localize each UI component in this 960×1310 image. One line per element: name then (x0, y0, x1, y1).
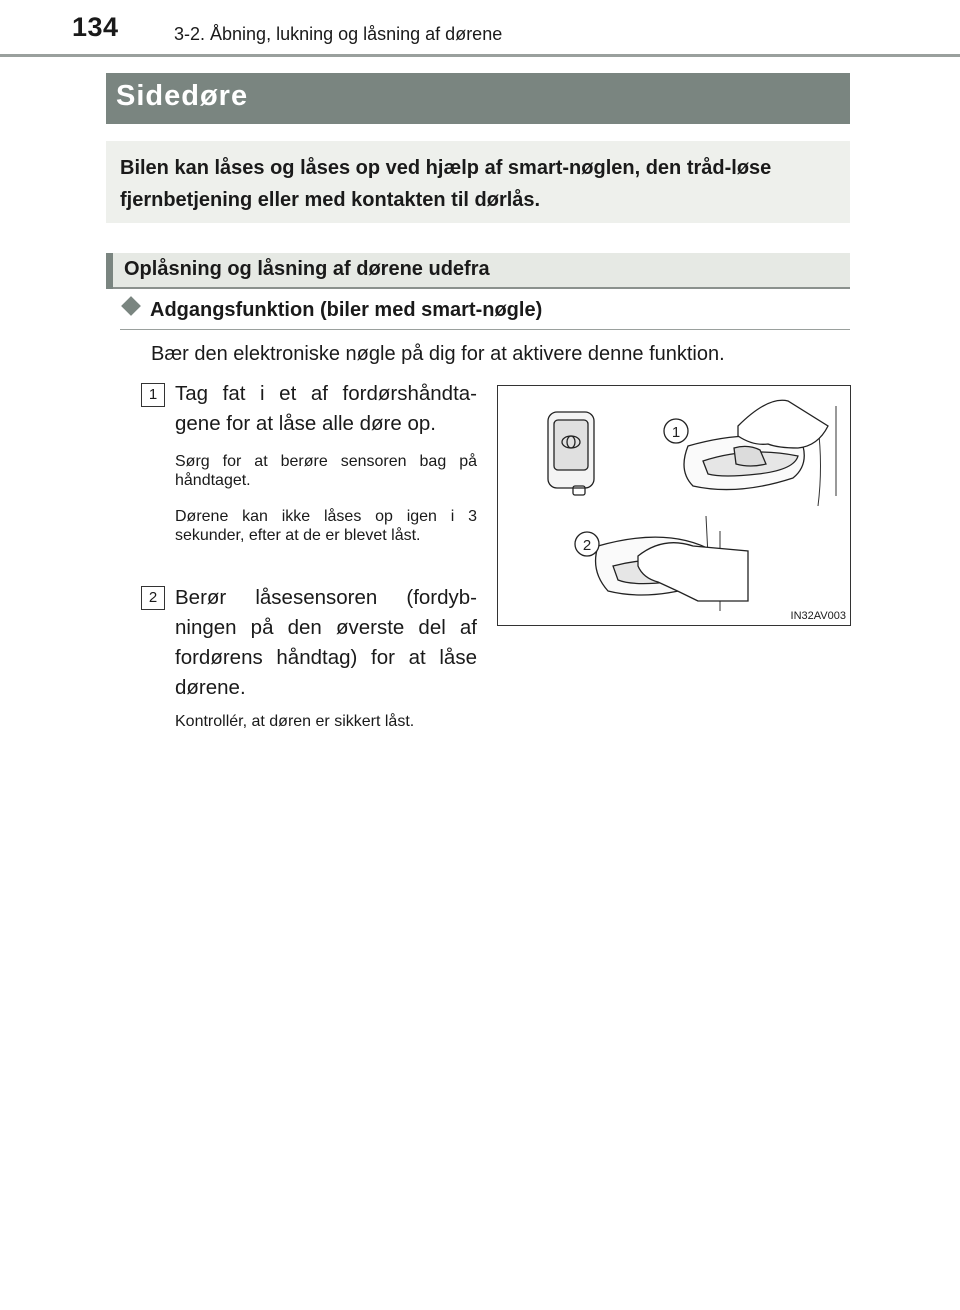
step-1-text: Tag fat i et af fordørshåndta-gene for at låse alle døre op. (175, 382, 477, 435)
door-handle-lower (596, 537, 748, 601)
step-1-note-2: Dørene kan ikke låses op igen i 3 sekunder, efter at de er blevet låst. (175, 508, 477, 544)
illustration-drawing (498, 386, 850, 625)
feature-title: Adgangsfunktion (biler med smart-nøgle) (150, 299, 543, 321)
step-2-note-1: Kontrollér, at døren er sikkert låst. (175, 713, 415, 730)
callout-1 (664, 419, 688, 443)
figure-code: IN32AV003 (790, 610, 846, 622)
callout-1-label: 1 (671, 424, 681, 441)
smart-key-icon (548, 412, 594, 495)
step-2-number: 2 (141, 586, 165, 610)
step-1-number: 1 (141, 383, 165, 407)
header-rule (0, 54, 960, 57)
diamond-bullet-icon (121, 296, 141, 316)
door-handle-illustration (497, 385, 851, 626)
subsection-title: Oplåsning og låsning af dørene udefra (124, 258, 490, 280)
subsection-bar (106, 253, 113, 289)
page-number: 134 (72, 12, 119, 42)
step-2-text: Berør låsesensoren (fordyb-ningen på den øverste del af fordørens håndtag) for at låse dørene. (175, 586, 477, 699)
step-1-note-1: Sørg for at berøre sensoren bag på håndtaget. (175, 453, 477, 489)
callout-2-label: 2 (582, 537, 592, 554)
section-title: Sidedøre (116, 80, 249, 112)
chapter-title: 3-2. Åbning, lukning og låsning af dørene (174, 24, 503, 44)
door-handle-upper (684, 400, 828, 489)
callout-2 (575, 532, 599, 556)
feature-description: Bær den elektroniske nøgle på dig for at aktivere denne funktion. (151, 343, 725, 365)
feature-rule (120, 329, 850, 330)
intro-text: Bilen kan låses og låses op ved hjælp af smart-nøglen, den tråd-løse fjernbetjening eller med kontakten til dørlås. (120, 157, 772, 211)
